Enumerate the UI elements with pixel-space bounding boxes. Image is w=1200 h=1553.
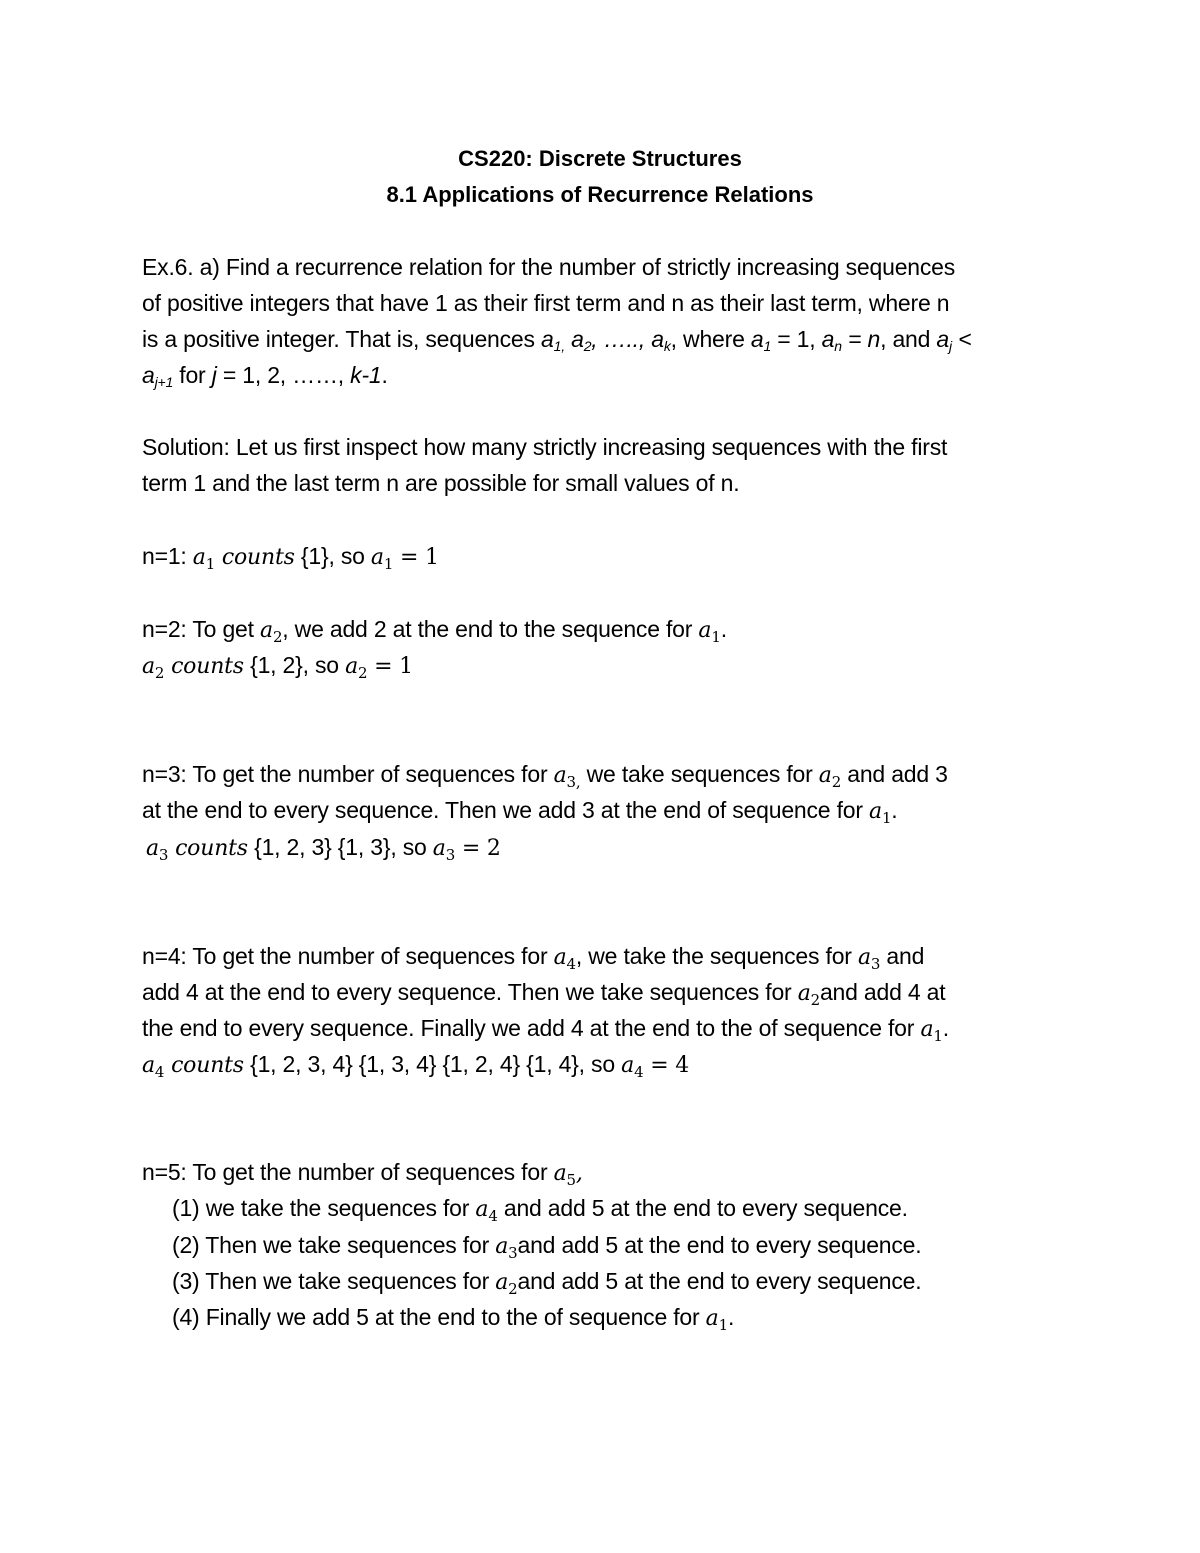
problem-line-3-text-b: , where [670, 326, 751, 352]
case-n5-step-1 [172, 1195, 908, 1225]
case-n5-step-3-b: and add 5 at the end to every sequence. [517, 1268, 922, 1294]
index-j: j [211, 362, 217, 388]
case-n3-line-2: at the end to every sequence. Then we add 3 at the end of sequence for $a_1$. [142, 797, 898, 827]
math-a1: $a_1$ counts [192, 545, 295, 573]
last-term-condition: an = n [821, 326, 881, 354]
case-n2-line-1: n=2: To get $a_2$, we add 2 at the end to the sequence for $a_1$. [142, 616, 727, 646]
math-a3: $a_3$ counts [146, 836, 248, 864]
case-n3-set: {1, 2, 3} {1, 3} [247, 834, 391, 860]
problem-line-4-text-b: = 1, 2, ……, [216, 362, 351, 388]
course-title: CS220: Discrete Structures [458, 146, 742, 171]
case-n4-text-b: , we take the sequences for [575, 943, 858, 969]
problem-line-1: Ex.6. a) Find a recurrence relation for the number of strictly increasing sequences [142, 254, 956, 280]
case-n1-set: {1} [294, 543, 329, 569]
solution-line-2: term 1 and the last term n are possible for small values of n. [142, 470, 740, 496]
math-a1: $a_1$ [869, 799, 892, 827]
case-n1-value: = 1 [393, 545, 439, 570]
math-a4-result: $a_4$ [621, 1053, 644, 1081]
case-n4-line-1 [142, 943, 924, 973]
case-n4-value: = 4 [643, 1053, 690, 1078]
case-n3-line-1 [142, 761, 948, 791]
first-term-condition: a1 [750, 326, 772, 354]
math-a5: $a_5$, [553, 1161, 583, 1189]
sequence-symbols: a1, a2, ….., ak [541, 326, 671, 354]
case-n4-text-e: and add 4 at [819, 979, 946, 1005]
math-a2: $a_2$ [797, 981, 820, 1009]
case-n3-line-3 [146, 834, 501, 864]
case-n5-step-2 [172, 1232, 921, 1262]
case-n4-text-c: and [880, 943, 925, 969]
counts-word: counts [175, 836, 248, 861]
index-upper-bound: k-1 [350, 362, 382, 388]
case-n4-line-2 [142, 979, 945, 1009]
counts-word: counts [171, 1053, 244, 1078]
case-n3-text-a: n=3: To get the number of sequences for [142, 761, 554, 787]
math-a1-result: $a_1$ [370, 545, 394, 573]
case-n3-text-d: at the end to every sequence. Then we add 3 at the end of sequence for [142, 797, 870, 823]
case-n4-text-d: add 4 at the end to every sequence. Then we take sequences for [142, 979, 798, 1005]
math-a2-result: $a_2$ [345, 654, 368, 682]
math-a3: $a_3$ [857, 945, 881, 973]
case-n3-text-c: and add 3 [841, 761, 948, 787]
problem-line-3: is a positive integer. That is, sequences a1, a2, ….., ak, where a1 = 1, an = n, and aj < [142, 326, 972, 354]
case-n2-set: {1, 2} [243, 652, 303, 678]
case-n1-so: , so [328, 543, 371, 569]
case-n5-text-a: n=5: To get the number of sequences for [142, 1159, 554, 1185]
increasing-condition: aj < [936, 326, 972, 354]
math-a3-result: $a_3$ [432, 836, 456, 864]
math-a3: $a_3$ [495, 1234, 518, 1262]
case-n1-label: n=1: [142, 543, 193, 569]
case-n5-line-1 [142, 1159, 583, 1189]
case-n4-text-a: n=4: To get the number of sequences for [142, 943, 554, 969]
math-a4: $a_4$ [475, 1197, 498, 1225]
math-a1: $a_1$ [705, 1306, 728, 1334]
problem-line-3-text-c: , and [880, 326, 937, 352]
case-n5-step-2-b: and add 5 at the end to every sequence. [517, 1232, 922, 1258]
case-n2-value: = 1 [367, 654, 413, 679]
case-n5-step-1-a: (1) we take the sequences for [172, 1195, 476, 1221]
case-n3-text-b: we take sequences for [580, 761, 819, 787]
math-a2: $a_2$ [818, 763, 842, 791]
case-n5-step-3 [172, 1268, 921, 1298]
section-title: 8.1 Applications of Recurrence Relations [386, 182, 814, 207]
case-n5-step-2-a: (2) Then we take sequences for [172, 1232, 496, 1258]
case-n5-step-4: (4) Finally we add 5 at the end to the of sequence for $a_1$. [172, 1304, 735, 1334]
math-a4: $a_4$ counts [142, 1053, 244, 1081]
case-n5-step-4-a: (4) Finally we add 5 at the end to the of sequence for [172, 1304, 706, 1330]
problem-line-4-period: . [381, 362, 388, 388]
problem-line-4 [142, 362, 388, 390]
math-a4: $a_4$ [553, 945, 576, 973]
case-n4-so: , so [578, 1051, 622, 1077]
case-n5-step-1-b: and add 5 at the end to every sequence. [497, 1195, 908, 1221]
solution-line-1: Solution: Let us first inspect how many strictly increasing sequences with the first [142, 434, 948, 460]
problem-line-3-text-a: is a positive integer. That is, sequences [142, 326, 542, 352]
case-n2-line-2 [142, 652, 413, 682]
counts-word: counts [171, 654, 244, 679]
case-n4-set: {1, 2, 3, 4} {1, 3, 4} {1, 2, 4} {1, 4} [243, 1051, 579, 1077]
math-a2: $a_2$ [495, 1270, 518, 1298]
next-term-symbol: aj+1 [142, 362, 174, 390]
case-n2-text-a: n=2: To get [142, 616, 261, 642]
case-n2-so: , so [302, 652, 346, 678]
math-a2: $a_2$ [260, 618, 283, 646]
math-a1: $a_1$ [920, 1017, 943, 1045]
case-n4-text-f: the end to every sequence. Finally we add 4 at the end to the of sequence for [142, 1015, 921, 1041]
counts-word: counts [221, 545, 295, 570]
problem-line-4-text-a: for [173, 362, 212, 388]
case-n4-line-3: the end to every sequence. Finally we add 4 at the end to the of sequence for $a_1$. [142, 1015, 949, 1045]
math-a2: $a_2$ counts [142, 654, 244, 682]
case-n5-step-3-a: (3) Then we take sequences for [172, 1268, 496, 1294]
math-a3: $a_{3,}$ [553, 763, 581, 791]
math-a1: $a_1$ [698, 618, 721, 646]
case-n2-text-b: , we add 2 at the end to the sequence for [282, 616, 699, 642]
case-n1 [142, 543, 439, 573]
case-n4-line-4 [142, 1051, 689, 1081]
case-n3-so: , so [390, 834, 433, 860]
problem-line-2: of positive integers that have 1 as their first term and n as their last term, where n [142, 290, 950, 316]
case-n3-value: = 2 [455, 836, 501, 861]
